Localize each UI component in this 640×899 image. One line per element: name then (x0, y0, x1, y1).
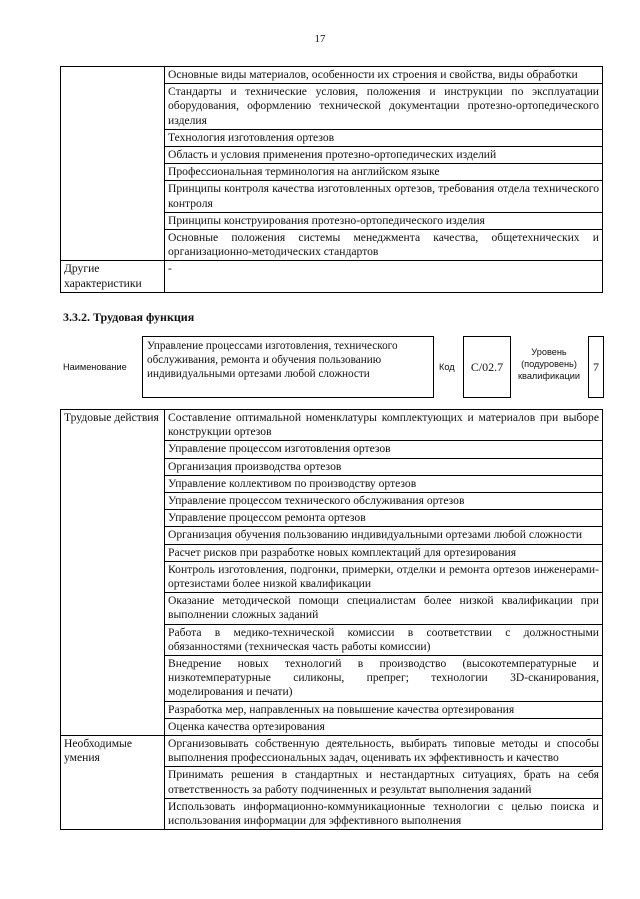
table-cell-label-empty (61, 67, 165, 261)
table-cell: Организация производства ортезов (165, 458, 603, 475)
required-skills-label: Необходимые умения (61, 736, 165, 830)
function-code-box: C/02.7 (463, 336, 511, 398)
labor-actions-label: Трудовые действия (61, 410, 165, 736)
other-characteristics-value: - (165, 261, 603, 292)
qualification-level-label-line: Уровень (531, 347, 567, 357)
table-cell: Стандарты и технические условия, положения и инструкции по эксплуатации оборудования, оформлению технической документации протезно-ортопедического изделия (165, 84, 603, 130)
function-name-box: Управление процессами изготовления, технического обслуживания, ремонта и обучения пользованию индивидуальными ортезами любой сложности (142, 336, 434, 398)
qualification-level-label (512, 346, 586, 382)
table-cell: Внедрение новых технологий в производство (высокотемпературные и низкотемпературные силиконы, препрег; технологии 3D-сканирования, моделирования и печати) (165, 656, 603, 702)
function-table (60, 409, 603, 830)
table-cell: Область и условия применения протезно-ортопедических изделий (165, 147, 603, 164)
table-cell: Работа в медико-технической комиссии в соответствии с должностными обязанностями (техническая часть работы комиссии) (165, 624, 603, 655)
knowledge-table (60, 66, 603, 293)
table-cell: Управление процессом изготовления ортезов (165, 441, 603, 458)
table-row (61, 261, 603, 292)
table-cell: Основные положения системы менеджмента качества, общетехнических и организационно-методических стандартов (165, 230, 603, 261)
other-characteristics-label: Другие характеристики (61, 261, 165, 292)
table-cell: Организация обучения пользованию индивидуальными ортезами любой сложности (165, 527, 603, 544)
table-cell: Разработка мер, направленных на повышение качества ортезирования (165, 701, 603, 718)
function-name-label: Наименование (63, 362, 127, 372)
table-cell: Использовать информационно-коммуникационные технологии с целью поиска и использования информации для эффективного выполнения (165, 798, 603, 829)
table-cell: Профессиональная терминология на английском языке (165, 164, 603, 181)
qualification-level-label-line: квалификации (518, 371, 580, 381)
table-cell: Технология изготовления ортезов (165, 129, 603, 146)
table-cell: Расчет рисков при разработке новых комплектаций для ортезирования (165, 544, 603, 561)
table-cell: Составление оптимальной номенклатуры комплектующих и материалов при выборе конструкции ортезов (165, 410, 603, 441)
table-cell: Оказание методической помощи специалистам более низкой квалификации при выполнении сложных заданий (165, 593, 603, 624)
qualification-level-label-line: (подуровень) (521, 359, 577, 369)
table-row (61, 67, 603, 84)
page-number: 17 (314, 33, 326, 45)
table-cell: Принципы контроля качества изготовленных ортезов, требования отдела технического контроля (165, 181, 603, 212)
table-cell: Управление процессом технического обслуживания ортезов (165, 493, 603, 510)
table-row (61, 736, 603, 767)
table-cell: Организовывать собственную деятельность, выбирать типовые методы и способы выполнения профессиональных задач, оценивать их эффективность и качество (165, 736, 603, 767)
table-cell: Принимать решения в стандартных и нестандартных ситуациях, брать на себя ответственность за работу подчиненных и результат выполнения заданий (165, 767, 603, 798)
table-row (61, 410, 603, 441)
table-cell: Управление процессом ремонта ортезов (165, 510, 603, 527)
table-cell: Контроль изготовления, подгонки, примерки, отделки и ремонта ортезов инженерами-ортезистами более низкой квалификации (165, 561, 603, 592)
table-cell: Основные виды материалов, особенности их строения и свойства, виды обработки (165, 67, 603, 84)
table-cell: Управление коллективом по производству ортезов (165, 475, 603, 492)
function-code-label: Код (439, 362, 455, 372)
qualification-level-box: 7 (588, 336, 604, 398)
section-heading: 3.3.2. Трудовая функция (63, 310, 195, 324)
table-cell: Принципы конструирования протезно-ортопедического изделия (165, 212, 603, 229)
table-cell: Оценка качества ортезирования (165, 718, 603, 735)
